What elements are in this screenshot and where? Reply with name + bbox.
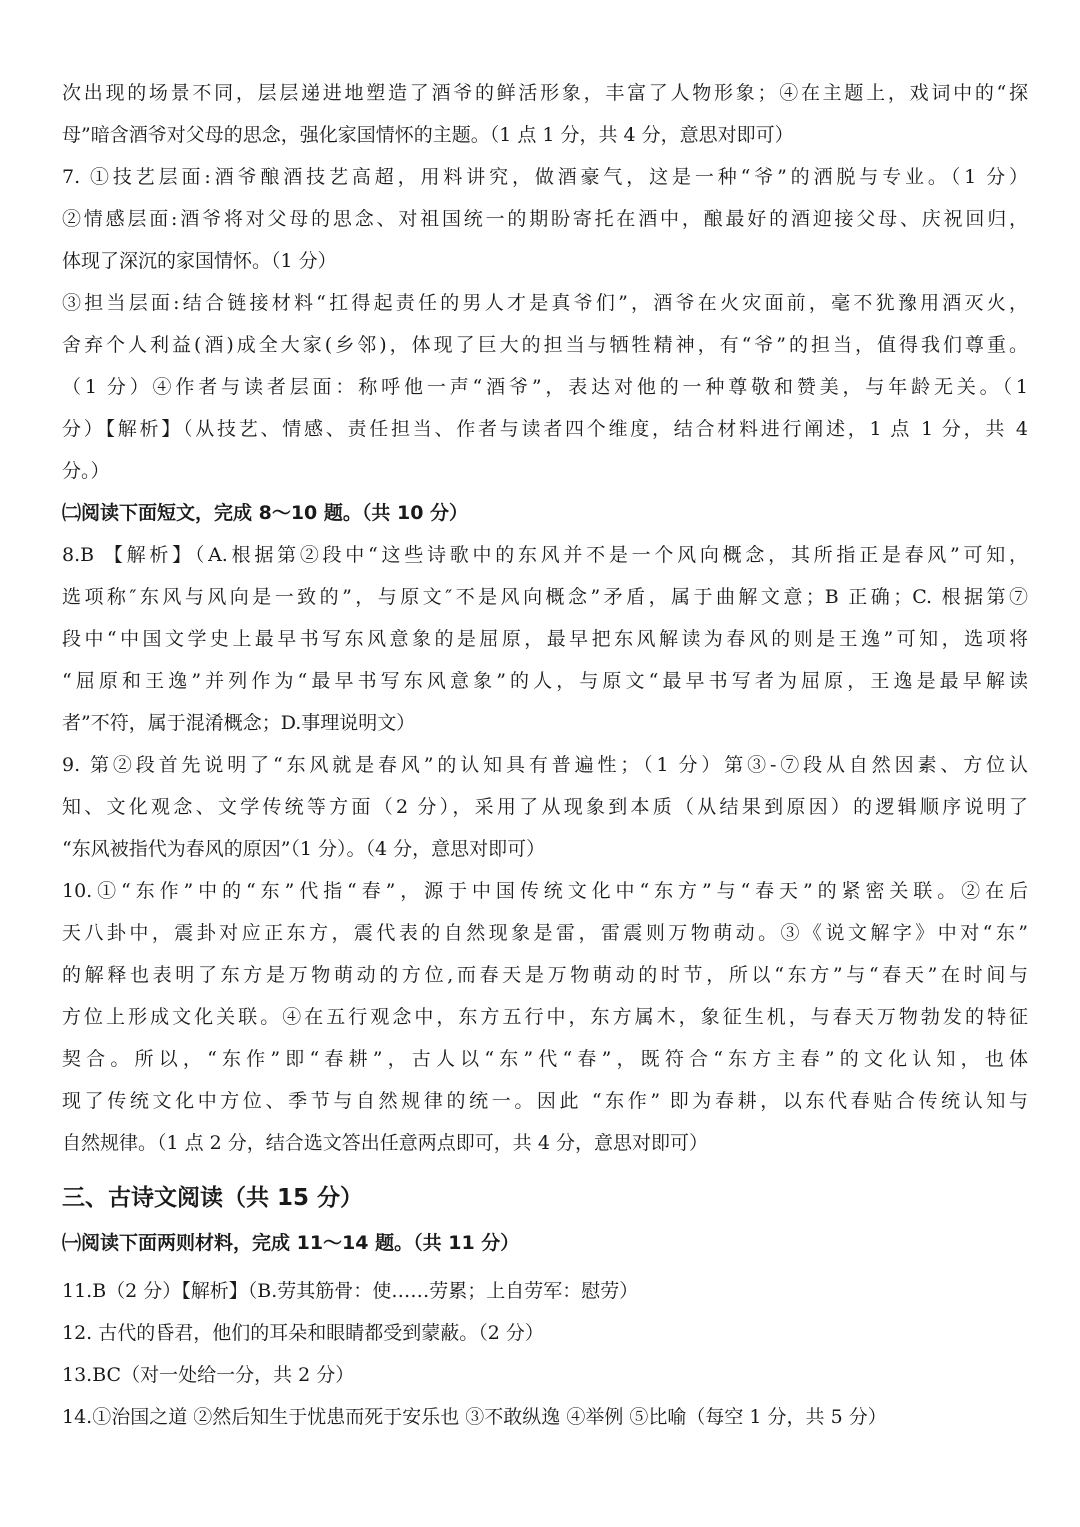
text-line: “东风被指代为春风的原因”（1 分）。（4 分，意思对即可） bbox=[62, 838, 546, 860]
text-line: 者”不符，属于混淆概念；D.事理说明文） bbox=[62, 712, 416, 734]
text-line: 分。） bbox=[62, 460, 110, 482]
text-line: 舍弃个人利益(酒)成全大家(乡邻)，体现了巨大的担当与牺牲精神，有“爷”的担当，值得我们尊重。 bbox=[62, 334, 1028, 356]
text-line: 14.①治国之道 ②然后知生于忧患而死于安乐也 ③不敢纵逸 ④举例 ⑤比喻（每空 1 分，共 5 分） bbox=[62, 1406, 887, 1428]
text-line: 自然规律。（1 点 2 分，结合选文答出任意两点即可，共 4 分，意思对即可） bbox=[62, 1132, 708, 1154]
text-line: 分）【解析】（从技艺、情感、责任担当、作者与读者四个维度，结合材料进行阐述，1 点 1 分，共 4 bbox=[62, 418, 1028, 440]
subsection-heading: ㈠阅读下面两则材料，完成 11～14 题。（共 11 分） bbox=[62, 1232, 520, 1254]
text-line: 9. 第②段首先说明了“东风就是春风”的认知具有普遍性；（1 分）第③-⑦段从自然因素、方位认 bbox=[62, 754, 1028, 776]
text-line: 段中“中国文学史上最早书写东风意象的是屈原，最早把东风解读为春风的则是王逸”可知，选项将 bbox=[62, 628, 1028, 650]
text-line: 的解释也表明了东方是万物萌动的方位,而春天是万物萌动的时节，所以“东方”与“春天”在时间与 bbox=[62, 964, 1028, 986]
text-line: 选项称″东风与风向是一致的”，与原文″不是风向概念”矛盾，属于曲解文意；B 正确；C. 根据第⑦ bbox=[62, 586, 1028, 608]
text-line: 11.B（2 分）【解析】（B.劳其筋骨：使……劳累；上自劳军：慰劳） bbox=[62, 1280, 639, 1302]
text-line: 知、文化观念、文学传统等方面（2 分），采用了从现象到本质（从结果到原因）的逻辑顺序说明了 bbox=[62, 796, 1028, 818]
text-line: 13.BC（对一处给一分，共 2 分） bbox=[62, 1364, 355, 1386]
text-line: 母”暗含酒爷对父母的思念，强化家国情怀的主题。（1 点 1 分，共 4 分，意思对即可） bbox=[62, 124, 794, 146]
text-line: 10.①“东作”中的“东”代指“春”，源于中国传统文化中“东方”与“春天”的紧密关联。②在后 bbox=[62, 880, 1028, 902]
text-line: 契合。所以，“东作”即“春耕”，古人以“东”代“春”，既符合“东方主春”的文化认知，也体 bbox=[62, 1048, 1028, 1070]
text-line: 方位上形成文化关联。④在五行观念中，东方五行中，东方属木，象征生机，与春天万物勃发的特征 bbox=[62, 1006, 1028, 1028]
section-title: 三、古诗文阅读（共 15 分） bbox=[62, 1185, 364, 1211]
text-line: （1 分）④作者与读者层面：称呼他一声“酒爷”，表达对他的一种尊敬和赞美，与年龄无关。（1 bbox=[62, 376, 1028, 398]
answer-document bbox=[62, 72, 1028, 1438]
text-line: 体现了深沉的家国情怀。（1 分） bbox=[62, 250, 337, 272]
text-line: 8.B 【解析】（A.根据第②段中“这些诗歌中的东风并不是一个风向概念，其所指正是春风”可知， bbox=[62, 544, 1028, 566]
text-line: 7. ①技艺层面:酒爷酿酒技艺高超，用料讲究，做酒豪气，这是一种“爷”的洒脱与专业。（1 分） bbox=[62, 166, 1028, 188]
text-line: 天八卦中，震卦对应正东方，震代表的自然现象是雷，雷震则万物萌动。③《说文解字》中对“东” bbox=[62, 922, 1028, 944]
text-line: 次出现的场景不同，层层递进地塑造了酒爷的鲜活形象，丰富了人物形象；④在主题上，戏词中的“探 bbox=[62, 82, 1028, 104]
text-line: 12. 古代的昏君，他们的耳朵和眼睛都受到蒙蔽。（2 分） bbox=[62, 1322, 544, 1344]
text-line: “屈原和王逸”并列作为“最早书写东风意象”的人，与原文“最早书写者为屈原，王逸是最早解读 bbox=[62, 670, 1028, 692]
subsection-heading: ㈡阅读下面短文，完成 8～10 题。（共 10 分） bbox=[62, 502, 469, 524]
text-line: 现了传统文化中方位、季节与自然规律的统一。因此 “东作” 即为春耕，以东代春贴合传统认知与 bbox=[62, 1090, 1028, 1112]
text-line: ②情感层面:酒爷将对父母的思念、对祖国统一的期盼寄托在酒中，酿最好的酒迎接父母、庆祝回归， bbox=[62, 208, 1028, 230]
text-line: ③担当层面:结合链接材料“扛得起责任的男人才是真爷们”，酒爷在火灾面前，毫不犹豫用酒灭火， bbox=[62, 292, 1028, 314]
